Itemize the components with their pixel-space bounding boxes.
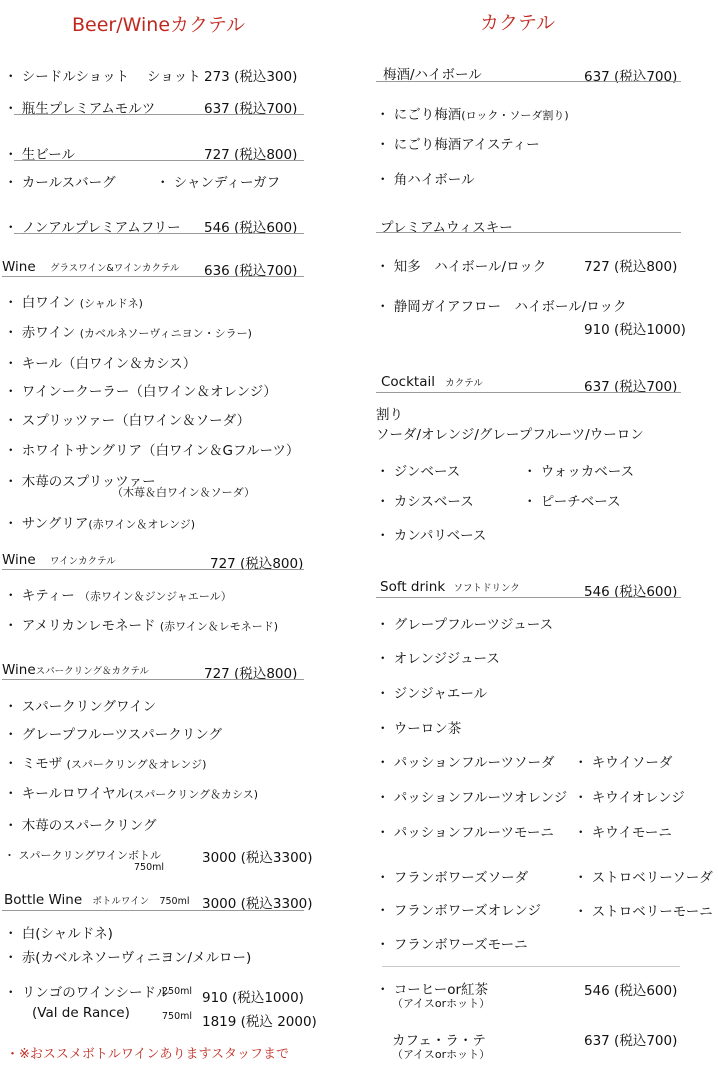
section-heading-label: Wine xyxy=(2,259,36,275)
menu-item-mimosa: ・ ミモザ (スパークリング＆オレンジ) xyxy=(4,756,207,772)
price-sparkling: 727 (税込800) xyxy=(204,666,298,682)
menu-item-shizuoka: ・ 静岡ガイアフロー ハイボール/ロック xyxy=(376,299,627,315)
volume-label: 750ml xyxy=(162,1011,193,1022)
section-heading-sub: カクテル xyxy=(445,378,483,389)
menu-item-draft-beer: ・ 生ビール xyxy=(4,147,75,163)
menu-item-berry-sparkling: ・ 木苺のスパークリング xyxy=(4,818,157,834)
section-heading-label: Soft drink xyxy=(380,579,446,595)
menu-item-ginger-ale: ・ ジンジャエール xyxy=(376,686,488,702)
right-column-title: カクテル xyxy=(480,12,556,34)
menu-item-nigori: ・ にごり梅酒(ロック・ソーダ割り) xyxy=(376,107,569,123)
menu-item-cidre-name: (Val de Rance) xyxy=(32,1005,130,1021)
section-heading-umeshu: 梅酒/ハイボール xyxy=(383,67,482,83)
menu-item-coffee-tea: ・ コーヒーor紅茶 xyxy=(376,982,489,998)
menu-item-kiwi-moni: ・ キウイモーニ xyxy=(574,825,672,841)
price-coffee-tea: 546 (税込600) xyxy=(584,983,678,999)
menu-item-bottle-white: ・ 白(シャルドネ) xyxy=(4,926,113,942)
section-heading-sub: ソフトドリンク xyxy=(453,583,520,594)
price-cidre-250: 910 (税込1000) xyxy=(202,990,304,1006)
section-heading-bottle-wine xyxy=(4,892,189,908)
section-heading-sub: グラスワイン&ワインカクテル xyxy=(49,263,180,274)
menu-item-sparkling-bottle: ・ スパークリングワインボトル xyxy=(4,849,161,862)
price-cidre-750: 1819 (税込 2000) xyxy=(202,1014,317,1030)
menu-item-passion-moni: ・ パッションフルーツモーニ xyxy=(376,825,554,841)
menu-item-framboise-soda: ・ フランボワーズソーダ xyxy=(376,870,529,886)
menu-item-oolong: ・ ウーロン茶 xyxy=(376,721,462,737)
menu-item-orange-juice: ・ オレンジジュース xyxy=(376,651,500,667)
menu-item-carlsberg: ・ カールスバーグ xyxy=(4,175,116,191)
menu-item-spritzer: ・ スプリッツァー（白ワイン＆ソーダ） xyxy=(4,413,251,429)
section-heading-sub: ボトルワイン xyxy=(92,896,150,907)
divider xyxy=(2,569,304,570)
divider xyxy=(376,232,681,233)
section-heading-cocktail xyxy=(381,374,483,390)
menu-item-kiwi-orange: ・ キウイオレンジ xyxy=(574,790,685,806)
menu-item-shandygaff: ・ シャンディーガフ xyxy=(156,175,281,191)
divider xyxy=(376,597,681,598)
menu-item-american-lemonade: ・ アメリカンレモネード (赤ワイン＆レモネード) xyxy=(4,618,279,634)
price-chita: 727 (税込800) xyxy=(584,259,678,275)
section-heading-label: Bottle Wine xyxy=(4,892,83,908)
recommendation-note: ・※おススメボトルワインありますスタッフまで xyxy=(6,1047,289,1062)
menu-item-wine-cooler: ・ ワインークーラー（白ワイン＆オレンジ） xyxy=(4,384,277,400)
price-nonalc: 546 (税込600) xyxy=(204,220,298,236)
price-wine-cocktail: 727 (税込800) xyxy=(210,556,304,572)
menu-item-nonalc: ・ ノンアルプレミアムフリー xyxy=(4,220,181,236)
price-premium-malts: 637 (税込700) xyxy=(204,101,298,117)
price-draft-beer: 727 (税込800) xyxy=(204,147,298,163)
section-heading-label: Wine xyxy=(2,662,36,678)
menu-item-campari-base: ・ カンパリベース xyxy=(376,528,487,544)
menu-item-passion-soda: ・ パッションフルーツソーダ xyxy=(376,755,555,771)
menu-item-kitty: ・ キティー （赤ワイン＆ジンジャエール） xyxy=(4,588,232,604)
section-heading-premium-whisky: プレミアムウィスキー xyxy=(380,220,513,236)
section-heading-label: Cocktail xyxy=(381,374,435,390)
volume-label: 250ml xyxy=(162,986,193,997)
divider xyxy=(376,392,681,393)
price-soft-drink: 546 (税込600) xyxy=(584,584,678,600)
menu-item-note: （アイスorホット） xyxy=(392,997,491,1010)
menu-item-sangria: ・ サングリア(赤ワイン＆オレンジ) xyxy=(4,516,196,532)
price-umeshu: 637 (税込700) xyxy=(584,69,678,85)
menu-item-cidre: ・ リンゴのワインシードル xyxy=(4,985,170,1001)
cocktail-mixers: ソーダ/オレンジ/グレープフルーツ/ウーロン xyxy=(376,427,644,443)
menu-item-gf-sparkling: ・ グレープフルーツスパークリング xyxy=(4,727,222,743)
menu-item-cidre-shot: ・ シードルショット ショット xyxy=(4,69,201,85)
section-heading-sub: スパークリング＆カクテル xyxy=(35,666,150,677)
divider xyxy=(14,114,304,115)
menu-item-kir-royal: ・ キールロワイヤル(スパークリング＆カシス) xyxy=(4,786,259,802)
menu-item-strawberry-moni: ・ ストロベリーモーニ xyxy=(574,904,713,920)
divider xyxy=(2,276,304,277)
section-heading-sub: ワインカクテル xyxy=(49,556,116,567)
price-bottle-wine: 3000 (税込3300) xyxy=(202,896,313,912)
menu-item-white-sangria: ・ ホワイトサングリア（白ワイン＆Gフルーツ） xyxy=(4,443,300,459)
menu-item-note: （木苺＆白ワイン＆ソーダ） xyxy=(112,486,255,499)
menu-item-sparkling-wine: ・ スパークリングワイン xyxy=(4,699,157,715)
menu-item-cassis-base: ・ カシスベース xyxy=(376,494,474,510)
price-wine-glass: 636 (税込700) xyxy=(204,263,298,279)
menu-item-bottle-red: ・ 赤(カベルネソーヴィニヨン/メルロー) xyxy=(4,950,252,966)
section-heading-wine-cocktail xyxy=(2,552,116,568)
menu-item-kir: ・ キール（白ワイン＆カシス） xyxy=(4,356,197,372)
menu-item-framboise-moni: ・ フランボワーズモーニ xyxy=(376,937,528,953)
price-shizuoka: 910 (税込1000) xyxy=(584,322,686,338)
menu-item-kaku-highball: ・ 角ハイボール xyxy=(376,172,475,188)
menu-item-red-wine: ・ 赤ワイン (カベルネソーヴィニヨン・シラー) xyxy=(4,325,252,341)
menu-item-cafe-latte: カフェ・ラ・テ xyxy=(392,1033,486,1049)
price-cafe-latte: 637 (税込700) xyxy=(584,1033,678,1049)
menu-item-nigori-tea: ・ にごり梅酒アイスティー xyxy=(376,137,540,153)
divider xyxy=(2,910,304,911)
menu-item-kiwi-soda: ・ キウイソーダ xyxy=(574,755,673,771)
price-cidre-shot: 273 (税込300) xyxy=(204,69,298,85)
volume-label: 750ml xyxy=(134,862,165,873)
menu-item-premium-malts: ・ 瓶生プレミアムモルツ xyxy=(4,101,156,117)
section-heading-sparkling xyxy=(2,662,149,678)
menu-item-vodka-base: ・ ウォッカベース xyxy=(523,464,635,480)
price-sparkling-bottle: 3000 (税込3300) xyxy=(202,850,313,866)
menu-item-chita: ・ 知多 ハイボール/ロック xyxy=(376,259,547,275)
menu-item-gin-base: ・ ジンベース xyxy=(376,464,461,480)
divider xyxy=(14,233,304,234)
menu-item-white-wine: ・ 白ワイン (シャルドネ) xyxy=(4,295,143,311)
section-heading-label: Wine xyxy=(2,552,36,568)
menu-item-framboise-orange: ・ フランボワーズオレンジ xyxy=(376,903,541,919)
menu-item-peach-base: ・ ピーチベース xyxy=(523,494,621,510)
menu-item-gf-juice: ・ グレープフルーツジュース xyxy=(376,617,554,633)
section-heading-wine-glass xyxy=(2,259,180,275)
divider xyxy=(382,966,680,967)
divider xyxy=(2,679,304,680)
section-heading-soft-drink xyxy=(380,579,520,595)
menu-item-strawberry-spritzer: ・ 木苺のスプリッツァー xyxy=(4,474,156,490)
volume-label: 750ml xyxy=(159,896,190,907)
menu-item-strawberry-soda: ・ ストロベリーソーダ xyxy=(574,870,713,886)
divider xyxy=(376,81,681,82)
menu-item-note: （アイスorホット） xyxy=(392,1048,491,1061)
menu-item-passion-orange: ・ パッションフルーツオレンジ xyxy=(376,790,568,806)
left-column-title: Beer/Wineカクテル xyxy=(72,14,246,36)
price-cocktail: 637 (税込700) xyxy=(584,379,678,395)
divider xyxy=(14,160,304,161)
cocktail-wari-label: 割り xyxy=(376,407,403,423)
